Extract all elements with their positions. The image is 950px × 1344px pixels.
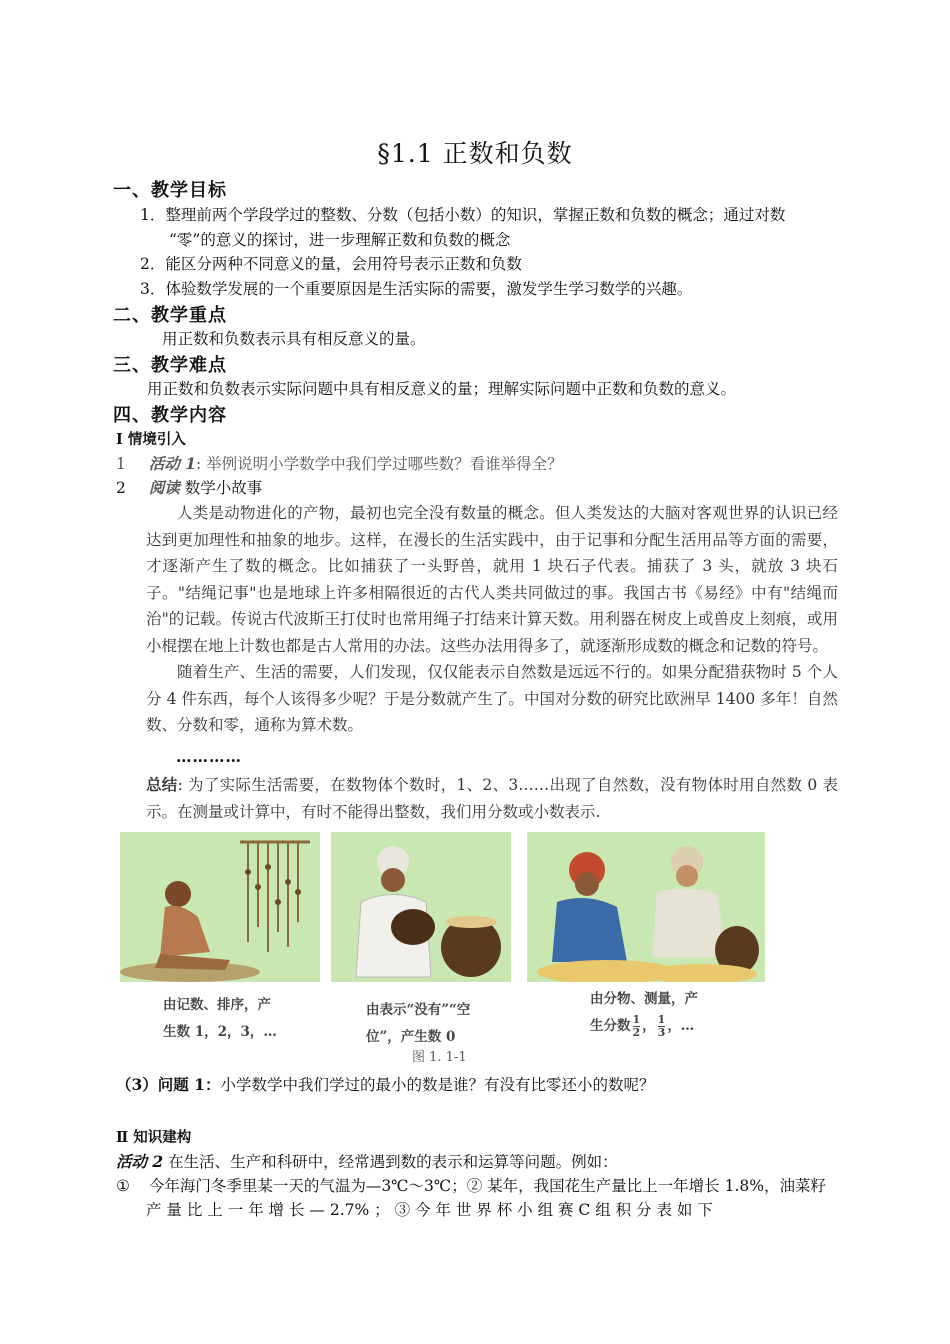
objective-text: 整理前两个学段学过的整数、分数（包括小数）的知识，掌握正数和负数的概念；通过对数 [165, 206, 786, 224]
question-text: 小学数学中我们学过的最小的数是谁？有没有比零还小的数呢？ [220, 1076, 655, 1094]
activity-text: : 举例说明小学数学中我们学过哪些数？看谁举得全？ [196, 455, 563, 473]
summary [146, 772, 838, 825]
section-heading-key-points: 二、教学重点 [113, 305, 227, 326]
question-label: （3）问题 1： [116, 1075, 221, 1094]
reading-number: 2 [116, 479, 126, 497]
summary-label: 总结 [146, 775, 178, 794]
illustration-knot-counting [120, 832, 320, 982]
fraction-numerator: 1 [657, 1013, 666, 1026]
objective-1-line-2: “零”的意义的探讨，进一步理解正数和负数的概念 [169, 231, 511, 249]
part-1-heading: Ⅰ 情境引入 [116, 431, 186, 448]
objective-text: 体验数学发展的一个重要原因是生活实际的需要，激发学生学习数学的兴趣。 [165, 280, 693, 298]
objective-number: 1． [140, 206, 166, 224]
caption-counting [163, 992, 277, 1046]
objective-text: 能区分两种不同意义的量，会用符号表示正数和负数 [165, 255, 522, 273]
question-1 [116, 1073, 654, 1095]
fraction-denominator: 3 [657, 1026, 666, 1039]
caption-text: 生分数 [590, 1018, 631, 1034]
activity-number: 1 [116, 455, 126, 473]
objective-2 [140, 252, 522, 274]
section-heading-objectives: 一、教学目标 [113, 180, 227, 201]
objective-3 [140, 277, 692, 299]
activity-label: 活动 2 [116, 1152, 164, 1171]
example-line-2: 产 量 比 上 一 年 增 长 — 2.7% ； ③ 今 年 世 界 杯 小 组 赛 C 组 积 分 表 如 下 [146, 1201, 713, 1219]
example-text: 今年海门冬季里某一天的气温为—3℃～3℃；② 某年，我国花生产量比上一年增长 1.8%，油菜籽 [148, 1177, 826, 1195]
example-line-1 [116, 1174, 826, 1196]
story-paragraph-1: 人类是动物进化的产物，最初也完全没有数量的概念。但人类发达的大脑对客观世界的认识已经达到更加理性和抽象的地步。这样，在漫长的生活实践中，由于记事和分配生活用品等方面的需要，才逐渐产生了数的概念。比如捕获了一头野兽，就用 1 块石子代表。捕获了 3 头，就放 3 块石子。"结绳记事"也是地球上许多相隔很近的古代人类共同做过的事。我国古书《易经》中有"结绳而治"的记载。传说古代波斯王打仗时也常用绳子打结来计算天数。用利器在树皮上或兽皮上刻痕，或用小棍摆在地上计数也都是古人常用的办法。这些办法用得多了，就逐渐形成数的概念和记数的符号。 [146, 504, 838, 655]
activity-label: 活动 1 [148, 454, 196, 473]
story-paragraph-2: 随着生产、生活的需要，人们发现，仅仅能表示自然数是远远不行的。如果分配猎获物时 5 个人分 4 件东西，每个人该得多少呢？于是分数就产生了。中国对分数的研究比欧洲早 1400 多年！自然数、分数和零，通称为算术数。 [146, 663, 838, 734]
summary-text: : 为了实际生活需要，在数物体个数时，1、2、3……出现了自然数，没有物体时用自然数 0 表示。在测量或计算中，有时不能得出整数，我们用分数或小数表示. [146, 776, 838, 821]
caption-line: 由记数、排序，产 [163, 997, 271, 1013]
objective-number: 2． [140, 255, 166, 273]
caption-separator: ， [642, 1018, 656, 1034]
story-paragraphs [146, 500, 838, 739]
illustration-dividing [527, 832, 765, 982]
caption-line: 生数 1，2，3，… [163, 1024, 277, 1040]
key-points-text: 用正数和负数表示具有相反意义的量。 [162, 330, 426, 348]
caption-tail: ，… [667, 1018, 695, 1034]
part-2-heading: Ⅱ 知识建构 [116, 1129, 192, 1146]
caption-zero [366, 997, 470, 1051]
caption-line: 由分物、测量，产 [590, 991, 698, 1007]
page-title: §1.1 正数和负数 [377, 139, 573, 168]
activity-text: 在生活、生产和科研中，经常遇到数的表示和运算等问题。例如： [163, 1153, 618, 1171]
caption-line: 由表示“没有”“空 [366, 1002, 471, 1018]
caption-line [590, 1013, 698, 1040]
reading-heading [116, 476, 262, 498]
activity-1 [116, 452, 563, 474]
objective-number: 3． [140, 280, 166, 298]
reading-title: 数学小故事 [179, 479, 263, 497]
caption-fractions [590, 986, 698, 1040]
fraction-denominator: 2 [632, 1026, 641, 1039]
objective-1-line-1 [140, 203, 785, 225]
figure-caption: 图 1. 1-1 [412, 1050, 467, 1065]
section-heading-difficulties: 三、教学难点 [113, 355, 227, 376]
illustration-pots [331, 832, 511, 982]
reading-label: 阅读 [148, 478, 180, 497]
ellipsis: ………… [176, 747, 242, 766]
activity-2 [116, 1150, 618, 1172]
fraction-numerator: 1 [632, 1013, 641, 1026]
caption-line: 位”，产生数 0 [366, 1029, 456, 1045]
fraction-one-third [658, 1014, 666, 1039]
example-number: ① [116, 1177, 130, 1195]
fraction-one-half [633, 1014, 641, 1039]
section-heading-content: 四、教学内容 [113, 405, 227, 426]
difficulties-text: 用正数和负数表示实际问题中具有相反意义的量；理解实际问题中正数和负数的意义。 [147, 380, 737, 398]
